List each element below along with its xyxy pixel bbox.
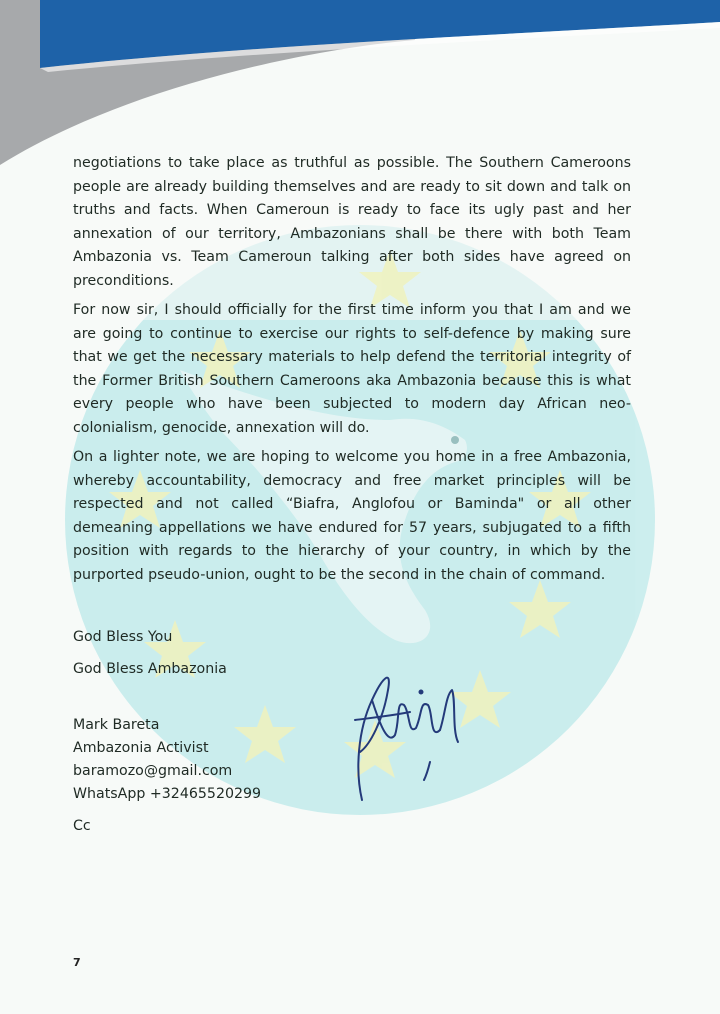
signatory-title: Ambazonia Activist xyxy=(73,740,209,756)
page-number: 7 xyxy=(73,956,81,969)
cc-label: Cc xyxy=(73,818,91,834)
paragraph-self-defence: For now sir, I should officially for the first time inform you that I am and we are going to continue to exercise our rights to self-defence by making sure that we get the necessary materials to help defend the territorial integrity of the Former British Southern Cameroons aka Ambazonia because this is what every people who have been subjected to modern day African neo-colonialism, genocide, annexation will do. xyxy=(73,302,631,436)
paragraph-lighter-note: On a lighter note, we are hoping to welcome you home in a free Ambazonia, whereby accountability, democracy and free market principles will be respected and not called “Biafra, Anglofou or Baminda" or all other demeaning appellations we have endured for 57 years, subjugated to a fifth position with regards to the hierarchy of your country, in which by the purported pseudo-union, ought to be the second in the chain of command. xyxy=(73,449,631,583)
signatory-name: Mark Bareta xyxy=(73,717,160,733)
signatory-whatsapp: WhatsApp +32465520299 xyxy=(73,786,262,802)
closing-line-1: God Bless You xyxy=(73,629,173,645)
signatory-email: baramozo@gmail.com xyxy=(73,763,233,779)
letterhead-blue-swoosh xyxy=(40,0,720,68)
paragraph-negotiations: negotiations to take place as truthful as possible. The Southern Cameroons people are already building themselves and are ready to sit down and talk on truths and facts. When Cameroun is ready to face its ugly past and her annexation of our territory, Ambazonians shall be there with both Team Ambazonia vs. Team Cameroun talking after both sides have agreed on preconditions. xyxy=(73,155,631,289)
closing-line-2: God Bless Ambazonia xyxy=(73,661,227,677)
